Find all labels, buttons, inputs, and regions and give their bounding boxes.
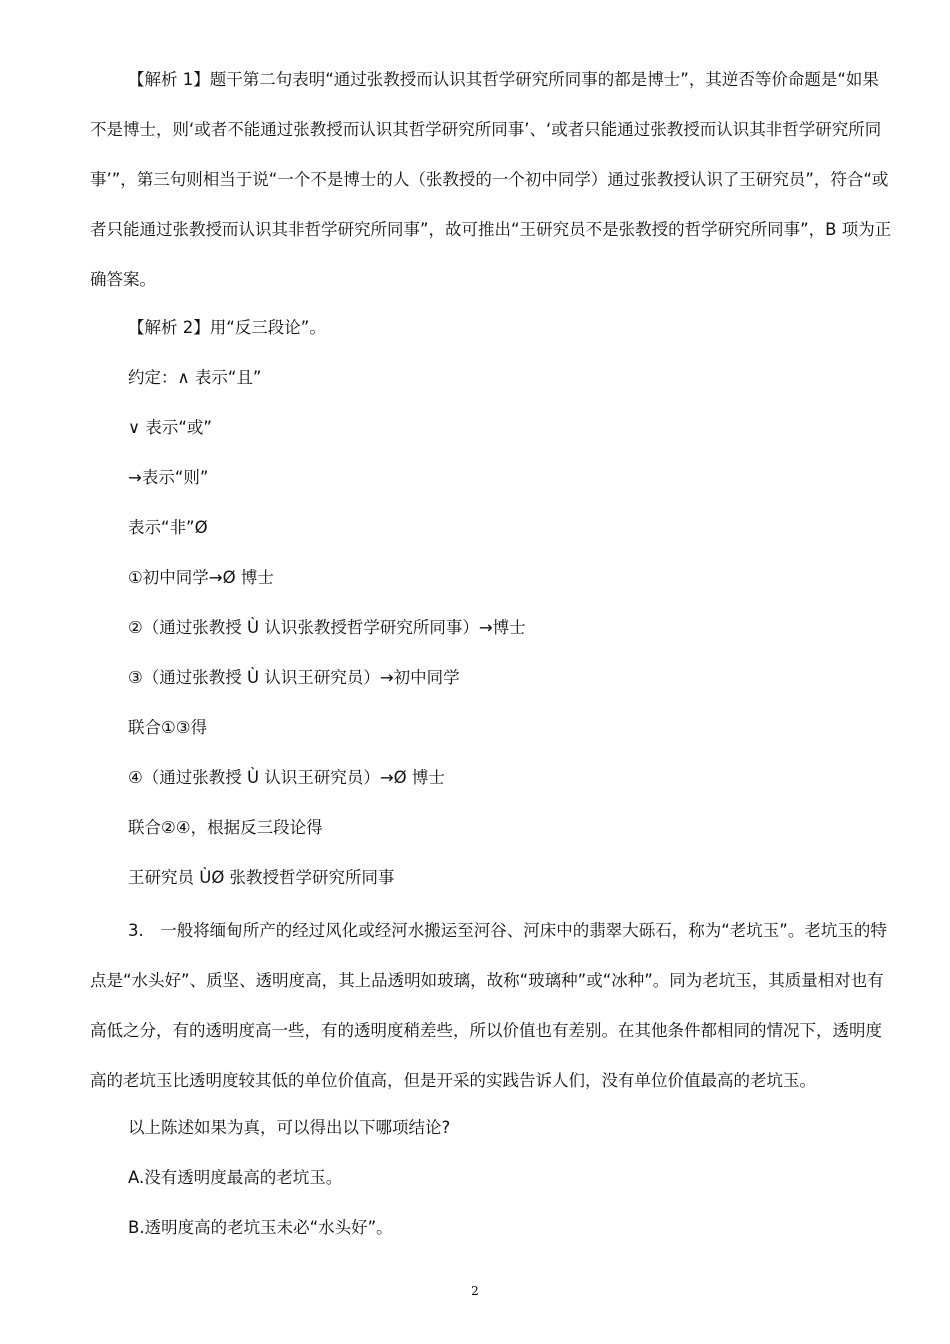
combine-2-4: 联合②④，根据反三段论得	[128, 818, 323, 837]
convention-then: →表示“则”	[128, 468, 209, 487]
premise-2: ②（通过张教授 Ù 认识张教授哲学研究所同事）→博士	[128, 618, 526, 637]
conclusion-line: 王研究员 ÙØ 张教授哲学研究所同事	[128, 868, 395, 887]
page-number: 2	[471, 1284, 479, 1298]
option-a: A.没有透明度最高的老坑玉。	[128, 1168, 343, 1187]
premise-3: ③（通过张教授 Ù 认识王研究员）→初中同学	[128, 668, 460, 687]
question-3-stem: 3. 一般将缅甸所产的经过风化或经河水搬运至河谷、河床中的翡翠大砾石，称为“老坑玉”。老坑玉的特点是“水头好”、质坚、透明度高，其上品透明如玻璃，故称“玻璃种”或“冰种”。同为老坑玉，其质量相对也有高低之分，有的透明度高一些，有的透明度稍差些，所以价值也有差别。在其他条件都相同的情况下，透明度高的老坑玉比透明度较其低的单位价值高，但是开采的实践告诉人们，没有单位价值最高的老坑玉。	[90, 921, 887, 1090]
premise-4: ④（通过张教授 Ù 认识王研究员）→Ø 博士	[128, 768, 445, 787]
question-3-prompt: 以上陈述如果为真，可以得出以下哪项结论?	[128, 1118, 451, 1137]
convention-or: ∨ 表示“或”	[128, 418, 212, 437]
option-b: B.透明度高的老坑玉未必“水头好”。	[128, 1218, 393, 1237]
analysis-1-paragraph: 【解析 1】题干第二句表明“通过张教授而认识其哲学研究所同事的都是博士”，其逆否等价命题是“如果不是博士，则‘或者不能通过张教授而认识其哲学研究所同事’、‘或者只能通过张教授而认识其非哲学研究所同事’”，第三句则相当于说“一个不是博士的人（张教授的一个初中同学）通过张教授认识了王研究员”，符合“或者只能通过张教授而认识其非哲学研究所同事”，故可推出“王研究员不是张教授的哲学研究所同事”，B 项为正确答案。	[90, 70, 892, 289]
convention-not: 表示“非”Ø	[128, 518, 208, 537]
premise-1: ①初中同学→Ø 博士	[128, 568, 274, 587]
analysis-2-heading: 【解析 2】用“反三段论”。	[128, 318, 326, 337]
combine-1-3: 联合①③得	[128, 718, 208, 737]
convention-and: 约定：∧ 表示“且”	[128, 368, 262, 387]
